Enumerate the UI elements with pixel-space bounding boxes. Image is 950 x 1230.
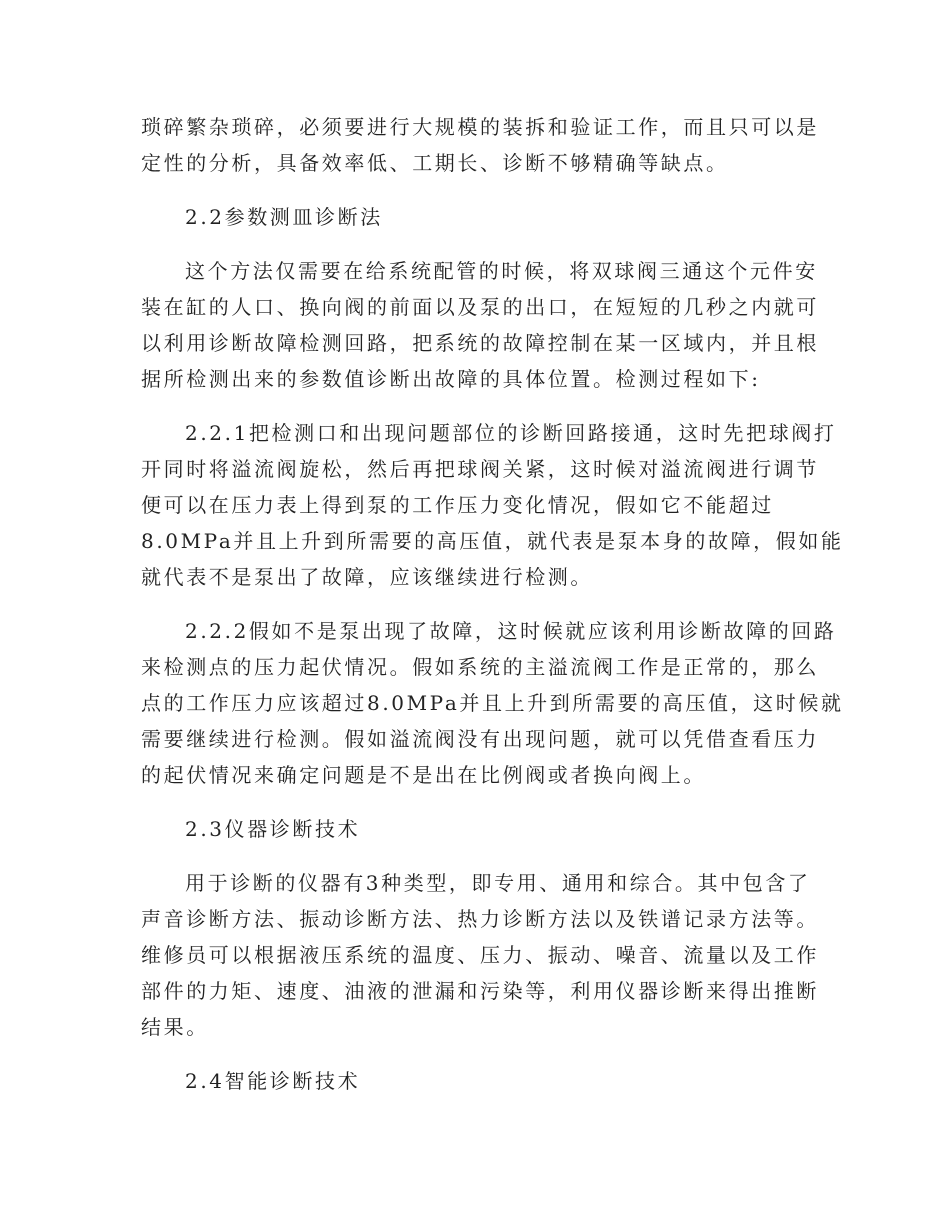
text-line: 便可以在压力表上得到泵的工作压力变化情况，假如它不能超过 <box>141 493 774 517</box>
text-line: 以利用诊断故障检测回路，把系统的故障控制在某一区域内，并且根 <box>141 331 819 355</box>
section-heading-2-2: 2.2参数测皿诊断法 <box>185 205 383 229</box>
text-line: 部件的力矩、速度、油液的泄漏和污染等，利用仪器诊断来得出推断 <box>141 979 819 1003</box>
text-line: 8.0MPa并且上升到所需要的高压值，就代表是泵本身的故障，假如能 <box>141 529 844 553</box>
text-line: 用于诊断的仪器有3种类型，即专用、通用和综合。其中包含了 <box>185 871 811 895</box>
text-line: 2.2.1把检测口和出现问题部位的诊断回路接通，这时先把球阀打 <box>185 421 837 445</box>
text-line: 定性的分析，具备效率低、工期长、诊断不够精确等缺点。 <box>141 151 729 175</box>
text-line: 装在缸的人口、换向阀的前面以及泵的出口，在短短的几秒之内就可 <box>141 295 819 319</box>
text-line: 来检测点的压力起伏情况。假如系统的主溢流阀工作是正常的，那么 <box>141 655 819 679</box>
text-line: 的起伏情况来确定问题是不是出在比例阀或者换向阀上。 <box>141 763 706 787</box>
text-line: 声音诊断方法、振动诊断方法、热力诊断方法以及铁谱记录方法等。 <box>141 907 819 931</box>
text-line: 点的工作压力应该超过8.0MPa并且上升到所需要的高压值，这时候就 <box>141 691 844 715</box>
text-line: 开同时将溢流阀旋松，然后再把球阀关紧，这时候对溢流阀进行调节 <box>141 457 819 481</box>
section-heading-2-3: 2.3仪器诊断技术 <box>185 817 361 841</box>
text-line: 据所检测出来的参数值诊断出故障的具体位置。检测过程如下: <box>141 367 761 391</box>
text-line: 琐碎繁杂琐碎，必须要进行大规模的装拆和验证工作，而且只可以是 <box>141 115 819 139</box>
text-line: 维修员可以根据液压系统的温度、压力、振动、噪音、流量以及工作 <box>141 943 819 967</box>
section-heading-2-4: 2.4智能诊断技术 <box>185 1069 361 1093</box>
text-line: 结果。 <box>141 1015 209 1039</box>
text-line: 需要继续进行检测。假如溢流阀没有出现问题，就可以凭借查看压力 <box>141 727 819 751</box>
text-line: 这个方法仅需要在给系统配管的时候，将双球阀三通这个元件安 <box>185 259 818 283</box>
text-line: 2.2.2假如不是泵出现了故障，这时候就应该利用诊断故障的回路 <box>185 619 837 643</box>
text-line: 就代表不是泵出了故障，应该继续进行检测。 <box>141 565 593 589</box>
